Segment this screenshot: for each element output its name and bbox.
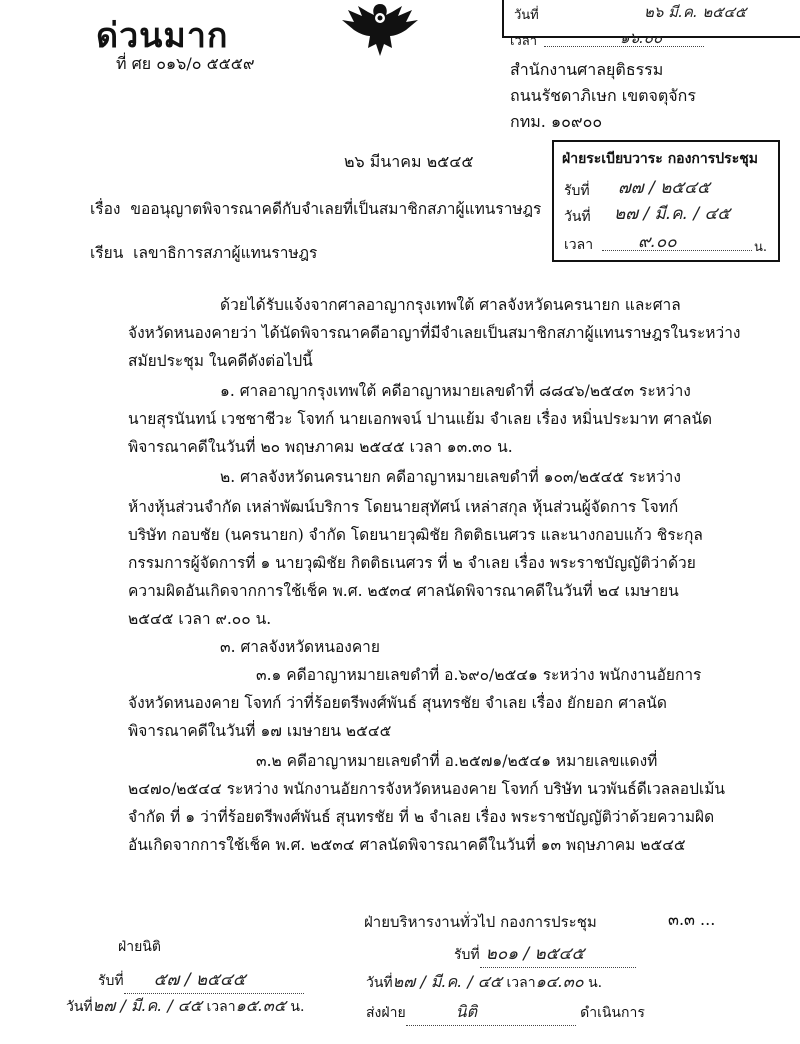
footer-left-date-value: ๒๗ / มี.ค. / ๔๕ (92, 996, 203, 1015)
footer-right-date-value: ๒๗ / มี.ค. / ๔๕ (392, 972, 503, 991)
registry-stamp (552, 140, 780, 262)
registry-time-dotline (602, 250, 752, 251)
body-line: จำกัด ที่ ๑ ว่าที่ร้อยตรีพงศ์พันธ์ สุนทรชัย ที่ ๒ จำเลย เรื่อง พระราชบัญญัติว่าด้วยความผิด (128, 808, 715, 826)
reference-number: ที่ ศย ๐๑๖/๐ ๕๕๕๙ (116, 54, 255, 73)
stamp-time-value: ๑๖.๐๐ (620, 29, 663, 47)
body-line: พิจารณาคดีในวันที่ ๑๗ เมษายน ๒๕๔๕ (128, 722, 392, 740)
body-line: ๓.๑ คดีอาญาหมายเลขดำที่ อ.๖๙๐/๒๕๔๑ ระหว่าง พนักงานอัยการ (256, 666, 702, 684)
body-line: ๑. ศาลอาญากรุงเทพใต้ คดีอาญาหมายเลขดำที่ ๘๘๔๖/๒๕๔๓ ระหว่าง (220, 382, 691, 400)
body-line: ๒๔๗๐/๒๕๔๔ ระหว่าง พนักงานอัยการจังหวัดหนองคาย โจทก์ บริษัท นวพันธ์ดีเวลลอปเม้น (128, 780, 726, 798)
footer-right-dept: ฝ่ายบริหารงานทั่วไป กองการประชุม (364, 913, 597, 931)
footer-right-time-value: ๑๔.๓๐ (535, 972, 584, 991)
footer-right-send-label: ส่งฝ่าย (366, 1005, 406, 1021)
subject-text: ขออนุญาตพิจารณาคดีกับจำเลยที่เป็นสมาชิกสภาผู้แทนราษฎร (130, 200, 542, 218)
body-line: บริษัท กอบชัย (นครนายก) จำกัด โดยนายวุฒิชัย กิตติธเนศวร และนางกอบแก้ว ชิระกุล (128, 526, 703, 544)
footer-right-send-value: นิติ (406, 1000, 576, 1026)
salutation-label: เรียน (90, 244, 124, 262)
footer-left-recv-label: รับที่ (98, 973, 124, 989)
registry-stamp-title: ฝ่ายระเบียบวาระ กองการประชุม (562, 151, 758, 167)
footer-right-recv-value: ๒๐๑ / ๒๕๔๕ (480, 940, 636, 968)
registry-time-suffix: น. (754, 240, 768, 255)
footer-right-time-label: เวลา (506, 975, 536, 991)
body-line: อันเกิดจากการใช้เช็ค พ.ศ. ๒๕๓๔ ศาลนัดพิจารณาคดีในวันที่ ๑๓ พฤษภาคม ๒๕๔๕ (128, 836, 686, 854)
footer-right-recv-label: รับที่ (454, 947, 480, 963)
subject-label: เรื่อง (90, 200, 121, 218)
body-line: นายสุรนันทน์ เวชชาชีวะ โจทก์ นายเอกพจน์ ปานแย้ม จำเลย เรื่อง หมิ่นประมาท ศาลนัด (128, 410, 713, 428)
stamp-time-dotline (544, 46, 704, 47)
body-line: ๓. ศาลจังหวัดหนองคาย (220, 638, 380, 656)
body-line: กรรมการผู้จัดการที่ ๑ นายวุฒิชัย กิตติธเนศวร ที่ ๒ จำเลย เรื่อง พระราชบัญญัติว่าด้วย (128, 554, 696, 572)
footer-left-date-label: วันที่ (66, 999, 93, 1015)
body-line: ๓.๒ คดีอาญาหมายเลขดำที่ อ.๒๕๗๑/๒๕๔๑ หมายเลขแดงที่ (256, 752, 658, 770)
continuation-marker: ๓.๓ ... (668, 910, 716, 929)
salutation-text: เลขาธิการสภาผู้แทนราษฎร (133, 244, 318, 262)
registry-recv-value: ๗๗ / ๒๕๔๕ (618, 178, 710, 198)
footer-right-date-label: วันที่ (366, 975, 393, 991)
document-date: ๒๖ มีนาคม ๒๕๔๕ (344, 152, 474, 171)
registry-recv-label: รับที่ (564, 183, 590, 199)
body-line: ๒๕๔๕ เวลา ๙.๐๐ น. (128, 610, 272, 628)
body-line: สมัยประชุม ในคดีดังต่อไปนี้ (128, 352, 313, 370)
body-line: ความผิดอันเกิดจากการใช้เช็ค พ.ศ. ๒๕๓๔ ศาลนัดพิจารณาคดีในวันที่ ๒๔ เมษายน (128, 582, 679, 600)
body-line: พิจารณาคดีในวันที่ ๒๐ พฤษภาคม ๒๕๔๕ เวลา ๑๓.๓๐ น. (128, 438, 513, 456)
body-line: ๒. ศาลจังหวัดนครนายก คดีอาญาหมายเลขดำที่ ๑๐๓/๒๕๔๕ ระหว่าง (220, 468, 681, 486)
garuda-emblem-icon (340, 0, 420, 60)
footer-left-time-label: เวลา (206, 999, 236, 1015)
stamp-date-label: วันที่ (514, 8, 539, 23)
urgency-label: ด่วนมาก (96, 16, 229, 56)
footer-left-time-value: ๑๕.๓๕ (235, 996, 286, 1015)
registry-time-label: เวลา (564, 237, 594, 253)
footer-left-dept: ฝ่ายนิติ (118, 939, 161, 955)
footer-right-action-label: ดำเนินการ (580, 1005, 645, 1021)
body-line: ด้วยได้รับแจ้งจากศาลอาญากรุงเทพใต้ ศาลจังหวัดนครนายก และศาล (220, 296, 681, 314)
office-line-1: สำนักงานศาลยุติธรรม (510, 60, 664, 79)
office-line-2: ถนนรัชดาภิเษก เขตจตุจักร (510, 86, 696, 105)
registry-date-label: วันที่ (564, 209, 591, 225)
footer-left-recv-value: ๕๗ / ๒๕๔๕ (124, 966, 304, 994)
stamp-date-value: ๒๖ มี.ค. ๒๕๔๕ (644, 3, 747, 21)
body-line: จังหวัดหนองคายว่า ได้นัดพิจารณาคดีอาญาที่มีจำเลยเป็นสมาชิกสภาผู้แทนราษฎรในระหว่าง (128, 324, 741, 342)
stamp-time-label: เวลา (510, 34, 538, 49)
body-line: ห้างหุ้นส่วนจำกัด เหล่าพัฒน์บริการ โดยนายสุทัศน์ เหล่าสกุล หุ้นส่วนผู้จัดการ โจทก์ (128, 498, 679, 516)
footer-left-time-suffix: น. (290, 999, 305, 1015)
body-line: จังหวัดหนองคาย โจทก์ ว่าที่ร้อยตรีพงศ์พันธ์ สุนทรชัย จำเลย เรื่อง ยักยอก ศาลนัด (128, 694, 667, 712)
footer-right-time-suffix: น. (588, 975, 603, 991)
registry-time-value: ๙.๐๐ (638, 232, 677, 252)
office-line-3: กทม. ๑๐๙๐๐ (510, 112, 603, 131)
registry-date-value: ๒๗ / มี.ค. / ๔๕ (614, 204, 731, 224)
